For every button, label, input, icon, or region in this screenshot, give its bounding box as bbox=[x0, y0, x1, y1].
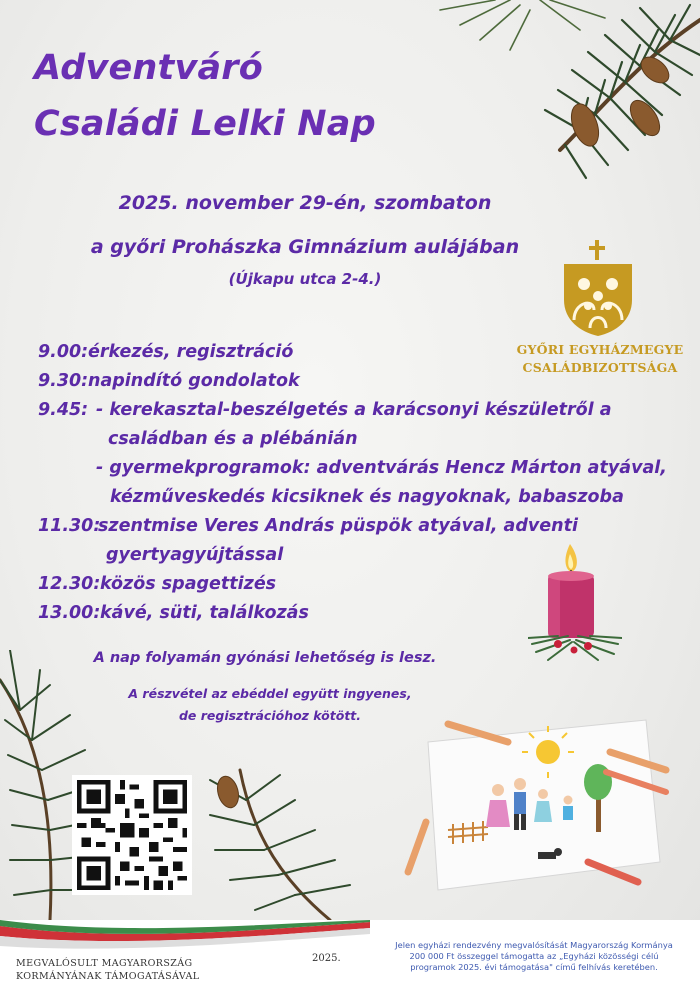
footer bbox=[0, 920, 700, 990]
schedule-item bbox=[38, 454, 678, 483]
schedule-desc: családban és a plébánián bbox=[108, 429, 358, 449]
footer-support-line-2: KORMÁNYÁNAK TÁMOGATÁSÁVAL bbox=[16, 971, 200, 982]
schedule-item bbox=[38, 425, 678, 454]
footer-support-line-1: MEGVALÓSULT MAGYARORSZÁG bbox=[16, 958, 193, 969]
logo-text-line-1: GYŐRI EGYHÁZMEGYE bbox=[516, 342, 684, 357]
event-address: (Újkapu utca 2-4.) bbox=[228, 270, 382, 288]
funding-line-1: Jelen egyházi rendezvény megvalósítását Magyarország Kormánya bbox=[395, 940, 673, 950]
schedule-desc: szentmise Veres András püspök atyával, adventi bbox=[98, 516, 578, 536]
pine-branch-bottom bbox=[180, 760, 370, 920]
schedule-desc: érkezés, regisztráció bbox=[88, 342, 294, 362]
title-line-2: Családi Lelki Nap bbox=[34, 104, 376, 144]
family-drawing-illustration bbox=[398, 712, 674, 900]
footer-funding-note bbox=[378, 940, 690, 973]
pine-branch-top-right bbox=[400, 0, 700, 190]
event-venue: a győri Prohászka Gimnázium aulájában bbox=[90, 236, 520, 258]
schedule-desc: kézműveskedés kicsiknek és nagyoknak, babaszoba bbox=[110, 487, 624, 507]
event-date: 2025. november 29-én, szombaton bbox=[118, 192, 492, 214]
schedule-item bbox=[38, 367, 678, 396]
advent-candle-icon bbox=[528, 540, 622, 664]
schedule-time: 13.00: bbox=[38, 603, 101, 623]
schedule-desc: - kerekasztal-beszélgetés a karácsonyi készületről a bbox=[96, 400, 612, 420]
hungarian-flag-swoosh-icon bbox=[0, 920, 370, 950]
schedule-item bbox=[38, 396, 678, 425]
schedule-desc: - gyermekprogramok: adventvárás Hencz Márton atyával, bbox=[96, 458, 667, 478]
schedule-item bbox=[38, 338, 678, 367]
footer-year: 2025. bbox=[312, 953, 341, 964]
logo-text-line-2: CSALÁDBIZOTTSÁGA bbox=[522, 360, 678, 375]
schedule-time: 9.00: bbox=[38, 342, 89, 362]
family-committee-logo-icon bbox=[560, 240, 636, 338]
free-note-line-2: de regisztrációhoz kötött. bbox=[178, 708, 362, 723]
schedule-item bbox=[38, 512, 678, 541]
schedule-time: 9.45: bbox=[38, 400, 89, 420]
confession-note: A nap folyamán gyónási lehetőség is lesz. bbox=[93, 650, 437, 666]
schedule-time: 9.30: bbox=[38, 371, 89, 391]
title-line-1: Adventváró bbox=[34, 48, 264, 88]
free-note-line-1: A részvétel az ebéddel együtt ingyenes, bbox=[128, 686, 412, 701]
poster-title bbox=[34, 40, 376, 152]
schedule-desc: napindító gondolatok bbox=[88, 371, 300, 391]
schedule-desc: közös spagettizés bbox=[100, 574, 277, 594]
schedule-desc: gyertyagyújtással bbox=[106, 545, 284, 565]
funding-line-3: programok 2025. évi támogatása" című felhívás keretében. bbox=[410, 962, 658, 972]
schedule-time: 12.30: bbox=[38, 574, 101, 594]
schedule-item bbox=[38, 483, 678, 512]
qr-code-icon[interactable] bbox=[72, 775, 192, 895]
funding-line-2: 200 000 Ft összeggel támogatta az „Egyházi közösségi célú bbox=[409, 951, 659, 961]
schedule-time: 11.30: bbox=[38, 516, 101, 536]
schedule-desc: kávé, süti, találkozás bbox=[100, 603, 309, 623]
